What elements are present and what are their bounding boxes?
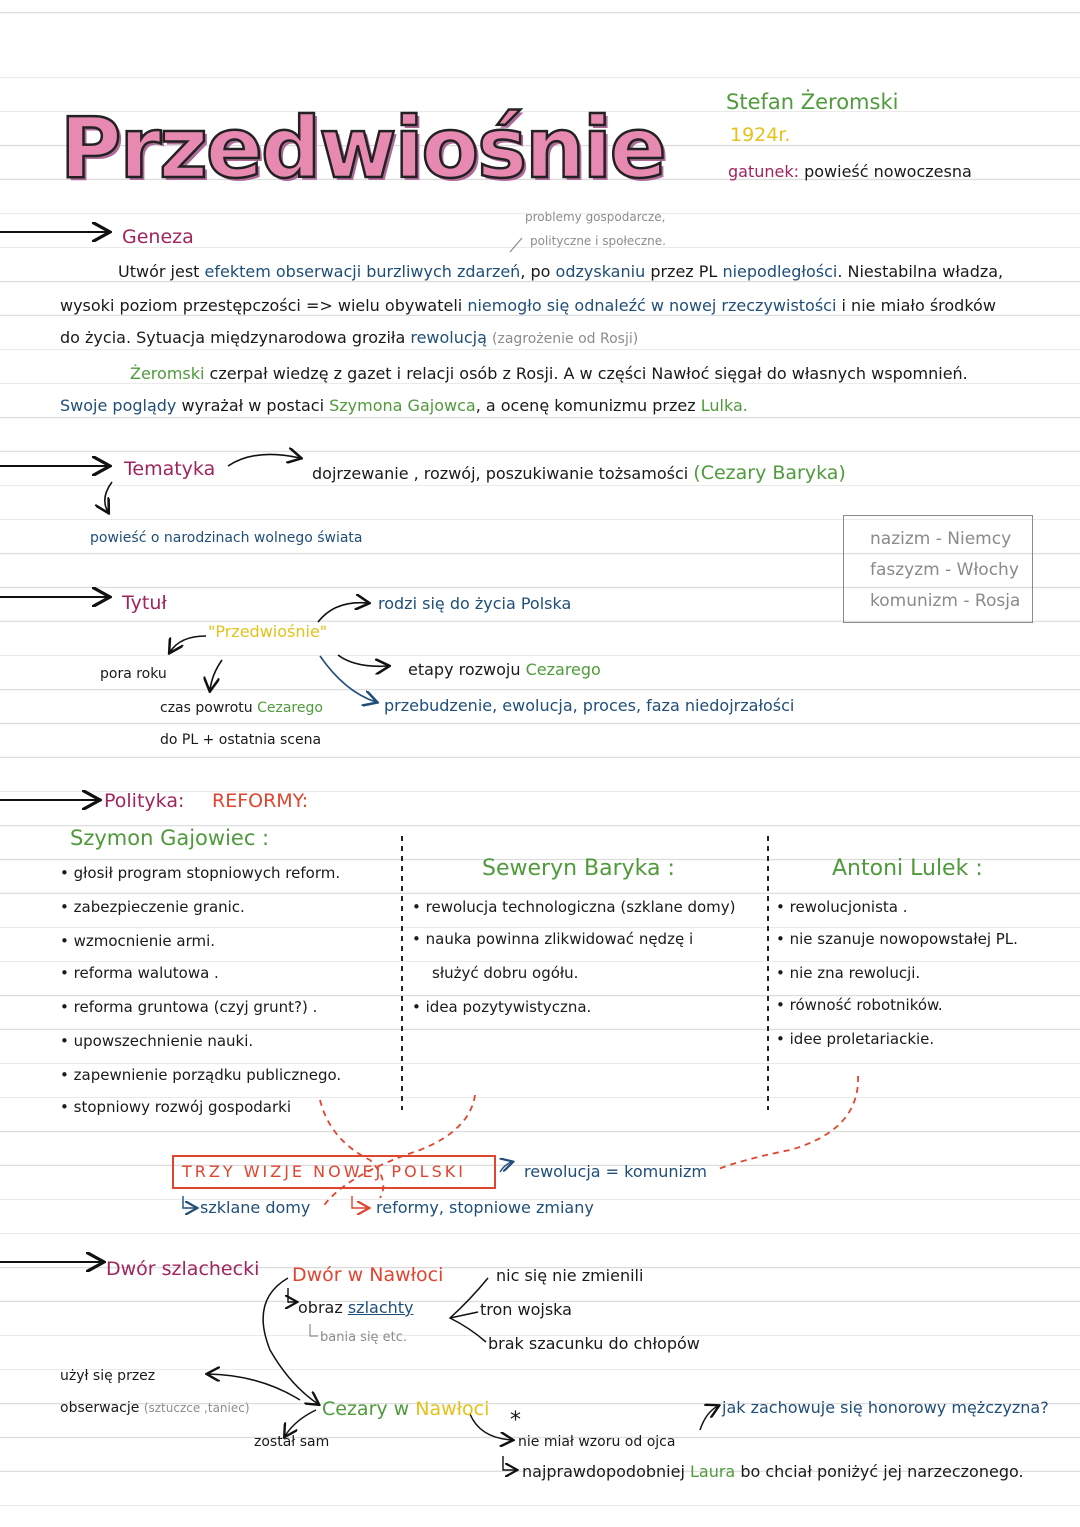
col1-item: • upowszechnienie nauki. xyxy=(60,1032,254,1050)
col3-title: Antoni Lulek : xyxy=(832,856,983,881)
text: Swoje poglądy xyxy=(60,396,177,415)
dwor-arrow-obraz xyxy=(288,1288,296,1302)
text: Szymona Gajowca xyxy=(329,396,476,415)
dwor-star: * xyxy=(510,1408,521,1433)
dwor-r3: brak szacunku do chłopów xyxy=(488,1334,700,1353)
author-name: Stefan Żeromski xyxy=(726,90,899,114)
text: i nie miało środków xyxy=(841,296,996,315)
text: czas powrotu xyxy=(160,700,253,716)
col2-title: Seweryn Baryka : xyxy=(482,856,675,881)
text: rewolucją xyxy=(410,328,487,347)
text: Nawłoci xyxy=(369,1264,444,1286)
col1-item: • głosił program stopniowych reform. xyxy=(60,864,341,882)
col2-item: • nauka powinna zlikwidować nędzę i xyxy=(412,930,694,948)
geneza-line-2 xyxy=(60,296,996,315)
tytul-left-3: do PL + ostatnia scena xyxy=(160,732,322,748)
col3-item: • równość robotników. xyxy=(776,996,943,1014)
dwor-r2: tron wojska xyxy=(480,1300,572,1319)
page-title: Przedwiośnie xyxy=(60,99,665,197)
text: dojrzewanie , rozwój, poszukiwanie tożsamości xyxy=(312,464,689,483)
dwor-uzyl-2 xyxy=(60,1400,250,1416)
genre-label: gatunek: xyxy=(728,162,800,181)
col1-item: • wzmocnienie armi. xyxy=(60,932,216,950)
tytul-arrow-up xyxy=(318,603,368,622)
reforms-note: reformy, stopniowe zmiany xyxy=(376,1198,594,1217)
tytul-branch-1: rodzi się do życia Polska xyxy=(378,594,572,613)
reformy-heading: REFORMY: xyxy=(212,790,309,812)
vision-arrow-glass xyxy=(183,1196,196,1208)
col3-item: • idee proletariackie. xyxy=(776,1030,935,1048)
glass-houses-note: szklane domy xyxy=(200,1198,311,1217)
geneza-line-3 xyxy=(60,328,638,347)
dwor-r1: nic się nie zmienili xyxy=(496,1266,644,1285)
tytul-left-1: pora roku xyxy=(100,666,167,682)
tytul-heading: Tytuł xyxy=(122,592,167,614)
tytul-arrow-navy xyxy=(320,656,376,702)
dwor-arrow-laura xyxy=(503,1456,516,1470)
text: obserwacje xyxy=(60,1400,140,1416)
text: Nawłoci xyxy=(415,1398,490,1420)
text: (Cezary Baryka) xyxy=(693,462,846,484)
tytul-quote: "Przedwiośnie" xyxy=(208,622,328,641)
geneza-line-5 xyxy=(60,396,748,415)
text: Dwór w xyxy=(292,1264,364,1286)
ideology-legend xyxy=(843,515,1033,623)
text: Laura xyxy=(689,1462,736,1481)
text: odzyskaniu xyxy=(555,262,646,281)
tematyka-arrow-down xyxy=(105,482,112,512)
dwor-nawlocz xyxy=(292,1264,443,1286)
polityka-heading: Polityka: xyxy=(104,790,185,812)
text: bo chciał poniżyć jej narzeczonego. xyxy=(740,1462,1024,1481)
col2-item: służyć dobru ogółu. xyxy=(432,964,579,982)
col1-item: • reforma gruntowa (czyj grunt?) . xyxy=(60,998,318,1016)
three-visions-box: TRZY WIZJE NOWEJ POLSKI xyxy=(172,1155,496,1189)
text: przez PL xyxy=(650,262,718,281)
col1-title: Szymon Gajowiec : xyxy=(70,826,270,850)
revolution-note: rewolucja = komunizm xyxy=(524,1162,707,1181)
red-dashed-link-3 xyxy=(716,1076,858,1170)
geneza-heading: Geneza xyxy=(122,226,194,248)
text: (zagrożenie od Rosji) xyxy=(492,331,639,347)
text: obraz xyxy=(298,1298,343,1317)
dwor-arrow-uzyl xyxy=(208,1374,300,1400)
tytul-arrow-left xyxy=(170,636,206,652)
geneza-note-2: polityczne i społeczne. xyxy=(530,234,666,248)
text: Utwór jest xyxy=(118,262,200,281)
tytul-arrow-mid xyxy=(338,655,388,666)
tytul-branch-2 xyxy=(408,660,601,679)
col1-item: • zapewnienie porządku publicznego. xyxy=(60,1066,342,1084)
col1-item: • zabezpieczenie granic. xyxy=(60,898,245,916)
text: Lulka. xyxy=(700,396,748,415)
tematyka-arrow-right xyxy=(228,454,300,466)
text: Cezary w xyxy=(322,1398,410,1420)
tytul-branch-3: przebudzenie, ewolucja, proces, faza niedojrzałości xyxy=(384,696,795,715)
dwor-zostal: został sam xyxy=(254,1434,330,1450)
text: etapy rozwoju xyxy=(408,660,521,679)
geneza-line-1 xyxy=(118,262,1003,281)
col3-item: • nie zna rewolucji. xyxy=(776,964,921,982)
text: do życia. Sytuacja międzynarodowa groziła xyxy=(60,328,406,347)
col2-item: • idea pozytywistyczna. xyxy=(412,998,592,1016)
text: efektem obserwacji burzliwych zdarzeń xyxy=(204,262,521,281)
text: czerpał wiedzę z gazet i relacji osób z Rosji. A w części Nawłoć sięgał do własnych wspomnień. xyxy=(209,364,968,383)
dwor-arrow-jak xyxy=(700,1406,718,1430)
dwor-arrow-sam xyxy=(285,1410,316,1436)
vision-arrow-up xyxy=(500,1162,512,1172)
dwor-ojciec: nie miał wzoru od ojca xyxy=(518,1434,676,1450)
text: Cezarego xyxy=(257,700,323,716)
tematyka-heading: Tematyka xyxy=(124,458,216,480)
tytul-left-2 xyxy=(160,700,323,716)
dwor-heading: Dwór szlachecki xyxy=(106,1258,260,1280)
legend-item: nazizm - Niemcy xyxy=(870,529,1012,549)
text: wyrażał w postaci xyxy=(181,396,325,415)
tematyka-sub: powieść o narodzinach wolnego świata xyxy=(90,530,363,546)
dwor-arrow-bania xyxy=(310,1324,318,1336)
text: , po xyxy=(520,262,551,281)
text: Cezarego xyxy=(525,660,601,679)
dwor-obraz xyxy=(298,1298,414,1317)
dwor-uzyl-1: użył się przez xyxy=(60,1368,156,1384)
legend-item: komunizm - Rosja xyxy=(870,591,1021,611)
text: wysoki poziom przestępczości => wielu obywateli xyxy=(60,296,463,315)
dwor-bania: bania się etc. xyxy=(320,1330,408,1345)
geneza-note-arrow xyxy=(510,238,522,252)
geneza-note-1: problemy gospodarcze, xyxy=(525,210,666,224)
dwor-bracket-mid xyxy=(450,1312,478,1318)
dwor-laura xyxy=(522,1462,1024,1481)
col1-item: • stopniowy rozwój gospodarki xyxy=(60,1098,292,1116)
tytul-arrow-down xyxy=(210,660,222,690)
geneza-line-4 xyxy=(130,364,968,383)
dwor-cezary xyxy=(322,1398,489,1420)
col1-item: • reforma walutowa . xyxy=(60,964,219,982)
genre-line xyxy=(728,162,972,181)
text: szlachty xyxy=(347,1298,414,1317)
text: Żeromski xyxy=(130,364,205,383)
tematyka-line xyxy=(312,462,846,484)
vision-arrow-reform xyxy=(352,1196,368,1208)
legend-item: faszyzm - Włochy xyxy=(870,560,1019,580)
col2-item: • rewolucja technologiczna (szklane domy) xyxy=(412,898,736,916)
col3-item: • rewolucjonista . xyxy=(776,898,908,916)
text: , a ocenę komunizmu przez xyxy=(475,396,696,415)
col3-item: • nie szanuje nowopowstałej PL. xyxy=(776,930,1018,948)
publication-year: 1924r. xyxy=(730,124,791,146)
dwor-arrow-curve xyxy=(263,1278,318,1404)
dwor-jak: jak zachowuje się honorowy mężczyzna? xyxy=(722,1398,1049,1417)
genre-value: powieść nowoczesna xyxy=(804,162,972,181)
text: niepodległości xyxy=(722,262,838,281)
red-dashed-link-2 xyxy=(322,1095,475,1208)
text: najprawdopodobniej xyxy=(522,1462,685,1481)
text: (sztuczce ,taniec) xyxy=(143,1401,250,1415)
text: . Niestabilna władza, xyxy=(837,262,1004,281)
text: niemogło się odnaleźć w nowej rzeczywistości xyxy=(467,296,837,315)
